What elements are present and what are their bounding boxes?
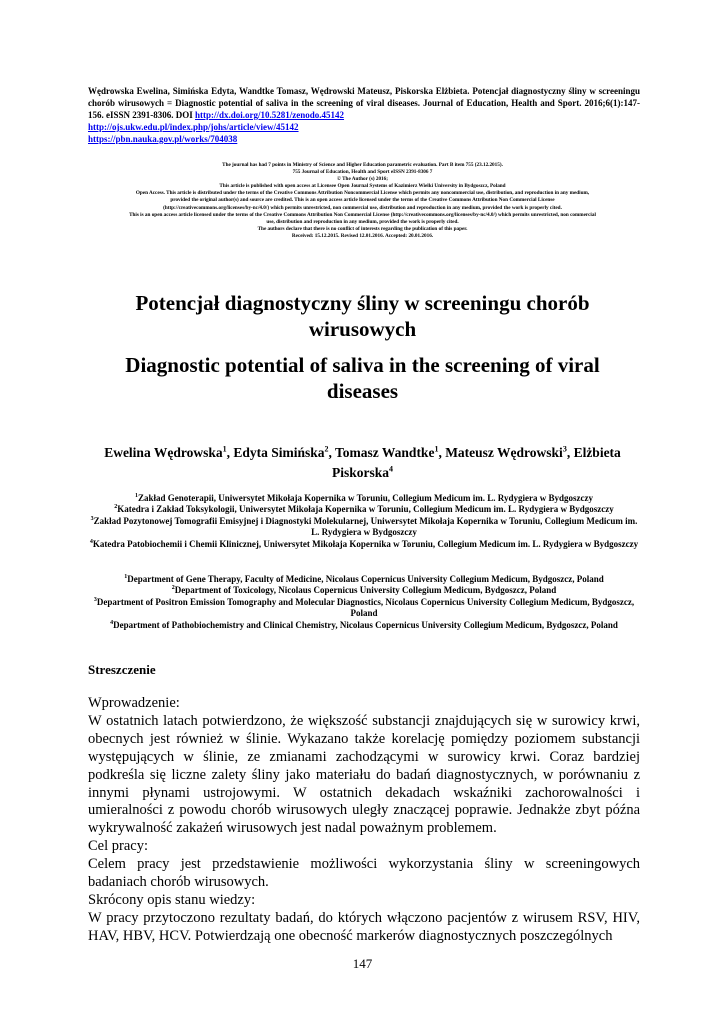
pbn-link[interactable]: https://pbn.nauka.gov.pl/works/704038	[88, 134, 238, 144]
citation-text: Wędrowska Ewelina, Simińska Edyta, Wandtke Tomasz, Wędrowski Mateusz, Piskorska Elżbieta. Potencjał diagnostyczny śliny w screeningu chorób wirusowych = Diagnostic potential of saliva in the screening of viral diseases. Journal of Education, Health and Sport. 2016;6(1):147-156. eISSN 2391-8306. DOI	[88, 86, 640, 120]
abstract-paragraph: Celem pracy jest przedstawienie możliwości wykorzystania śliny w screeningowych badaniach chorób wirusowych.	[88, 856, 640, 891]
journal-notice	[80, 162, 645, 240]
affiliation-number: 3	[93, 596, 97, 603]
affiliation-number: 4	[110, 619, 114, 626]
affiliation-text: Katedra Patobiochemii i Chemii Klinicznej, Uniwersytet Mikołaja Kopernika w Toruniu, Collegium Medicum im. L. Rydygiera w Bydgoszczy	[92, 538, 639, 549]
author-name: Elżbieta Piskorska	[331, 445, 621, 480]
abstract-paragraph: Wprowadzenie:	[88, 695, 180, 711]
affiliation-text: Department of Positron Emission Tomography and Molecular Diagnostics, Nicolaus Copernicus University Collegium Medicum, Bydgoszcz, Poland	[96, 596, 635, 619]
abstract-body	[88, 695, 640, 946]
ojs-link[interactable]: http://ojs.ukw.edu.pl/index.php/johs/article/view/45142	[88, 122, 299, 132]
affiliation-text: Zakład Pozytonowej Tomografii Emisyjnej i Diagnostyki Molekularnej, Uniwersytet Mikołaja Kopernika w Toruniu, Collegium Medicum im. L. Rydygiera w Bydgoszczy	[93, 515, 638, 538]
abstract-paragraph: W ostatnich latach potwierdzono, że większość substancji znajdujących się w surowicy krwi, obecnych jest również w ślinie. Wykazano także korelację pomiędzy poziomem substancji występujących w ślinie, ze zmianami zachodzącymi w surowicy krwi. Coraz bardziej podkreśla się liczne zalety śliny jako materiału do badań diagnostycznych, w porównaniu z innymi płynami ustrojowymi. W ostatnich dekadach wskaźniki zachorowalności i umieralności z powodu chorób wirusowych uległy znaczącej poprawie. Jednakże zbyt późna wykrywalność zakażeń wirusowych jest nadal poważnym problemem.	[88, 712, 640, 837]
affiliation-text: Department of Pathobiochemistry and Clinical Chemistry, Nicolaus Copernicus University Collegium Medicum, Bydgoszcz, Poland	[113, 619, 618, 630]
author-affiliation-number: 2	[324, 444, 329, 454]
author-affiliation-number: 4	[389, 464, 393, 474]
notice-line: This article is published with open access at Licensee Open Journal Systems of Kazimierz Wielki University in Bydgoszcz, Poland	[219, 183, 506, 190]
affiliations-english	[88, 574, 640, 631]
author-name: Mateusz Wędrowski	[445, 445, 563, 460]
affiliation-number: 2	[171, 585, 175, 592]
affiliation-item	[88, 504, 640, 515]
abstract-paragraph: Skrócony opis stanu wiedzy:	[88, 891, 256, 908]
affiliation-item	[88, 597, 640, 620]
abstract-paragraph: Cel pracy:	[88, 838, 148, 855]
notice-line: use, distribution and reproduction in any medium, provided the work is properly cited.	[266, 218, 459, 225]
affiliation-item	[88, 516, 640, 539]
notice-line: 755 Journal of Education, Health and Sport eISSN 2391-8306 7	[292, 169, 433, 176]
notice-line: Open Access. This article is distributed under the terms of the Creative Commons Attribution Noncommercial License which permits any noncommercial use, distribution, and reproduction in any medium,	[135, 190, 590, 197]
notice-line: Received: 15.12.2015. Revised 12.01.2016. Accepted: 20.01.2016.	[291, 232, 434, 239]
affiliation-number: 3	[90, 515, 94, 522]
affiliations-polish	[88, 493, 640, 550]
affiliation-item	[88, 493, 640, 504]
affiliation-text: Zakład Genoterapii, Uniwersytet Mikołaja Kopernika w Toruniu, Collegium Medicum im. L. Rydygiera w Bydgoszczy	[138, 493, 593, 503]
author-name: Tomasz Wandtke	[335, 445, 435, 460]
citation-block	[88, 85, 640, 145]
author-affiliation-number: 1	[222, 444, 227, 454]
author-name: Edyta Simińska	[233, 445, 325, 460]
affiliation-number: 1	[124, 574, 128, 580]
affiliation-number: 4	[89, 538, 93, 545]
title-english: Diagnostic potential of saliva in the screening of viral diseases	[125, 353, 600, 403]
author-affiliation-number: 3	[562, 444, 567, 454]
notice-line: provided the original author(s) and source are credited. This is an open access article licensed under the terms of the Creative Commons Attribution Non Commercial License	[170, 197, 555, 204]
affiliation-number: 2	[114, 504, 118, 511]
doi-link[interactable]: http://dx.doi.org/10.5281/zenodo.45142	[195, 110, 345, 120]
affiliation-text: Katedra i Zakład Toksykologii, Uniwersytet Mikołaja Kopernika w Toruniu, Collegium Medicum im. L. Rydygiera w Bydgoszczy	[117, 504, 614, 515]
affiliation-item	[88, 539, 640, 550]
author-list: Ewelina Wędrowska$^1$, Edyta Simińska$^2$, Tomasz Wandtke$^1$, Mateusz Wędrowski$^3$, Elżbieta Piskorska$^4$	[104, 444, 621, 480]
abstract-paragraph: W pracy przytoczono rezultaty badań, do których włączono pacjentów z wirusem RSV, HIV, HAV, HBV, HCV. Potwierdzają one obecność markerów diagnostycznych poszczególnych	[88, 909, 640, 944]
notice-line: This is an open access article licensed under the terms of the Creative Commons Attribution Non Commercial License (http://creativecommons.org/licenses/by-nc/4.0/) which permits unrestricted, non commercial	[129, 211, 596, 218]
title-polish: Potencjał diagnostyczny śliny w screeningu chorób wirusowych	[135, 291, 590, 341]
notice-line: © The Author (s) 2016;	[337, 176, 388, 183]
author-name: Ewelina Wędrowska	[104, 445, 223, 460]
notice-line: The journal has had 7 points in Ministry of Science and Higher Education parametric evaluation. Part B item 755 (23.12.2015).	[222, 162, 503, 168]
affiliation-item	[88, 574, 640, 585]
affiliation-text: Department of Gene Therapy, Faculty of Medicine, Nicolaus Copernicus University Collegium Medicum, Bydgoszcz, Poland	[127, 574, 604, 584]
affiliation-number: 1	[135, 493, 139, 499]
affiliation-text: Department of Toxicology, Nicolaus Copernicus University Collegium Medicum, Bydgoszcz, Poland	[174, 585, 557, 596]
affiliation-item	[88, 585, 640, 596]
affiliation-item	[88, 620, 640, 631]
notice-line: (http://creativecommons.org/licenses/by-nc/4.0/) which permits unrestricted, non commercial use, distribution and reproduction in any medium, provided the work is properly cited.	[163, 204, 562, 211]
notice-line: The authors declare that there is no conflict of interests regarding the publication of this paper.	[257, 225, 468, 232]
page-number: 147	[352, 956, 373, 971]
author-affiliation-number: 1	[434, 444, 439, 454]
abstract-heading: Streszczenie	[88, 662, 156, 677]
title-block	[100, 290, 625, 404]
